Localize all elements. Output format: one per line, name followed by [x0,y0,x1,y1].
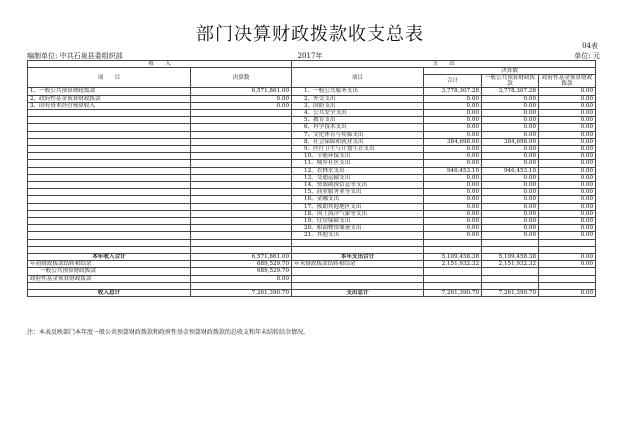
expense-total: 0.00 [424,225,482,232]
expense-item: 支出总计 [292,290,424,297]
expense-total: 3,778,307.28 [424,88,482,95]
table-row [28,167,596,174]
table-row [28,210,596,217]
expense-general: 946,453.10 [482,167,539,174]
expense-general: 0.00 [482,110,539,117]
income-value: 689,529.70 [191,268,292,275]
expense-general: 3,778,307.28 [482,88,539,95]
expense-gov-fund: 0.00 [539,261,596,268]
income-value [191,153,292,160]
expense-gov-fund: 0.00 [539,117,596,124]
expense-item: 3、国防支出 [292,102,424,109]
expense-total: 5,109,458.38 [424,254,482,261]
income-item [28,174,191,181]
expense-item: 13、交通运输支出 [292,174,424,181]
expense-gov-fund: 0.00 [539,146,596,153]
income-value: 0.00 [191,95,292,102]
gov-fund-header: 政府性基金预算财政拨款 [539,75,596,88]
table-row [28,138,596,145]
expense-total: 0.00 [424,124,482,131]
expense-general: 0.00 [482,131,539,138]
expense-total: 0.00 [424,117,482,124]
expense-gov-fund: 0.00 [539,153,596,160]
expense-item: 6、科学技术支出 [292,124,424,131]
header-row-2 [28,68,596,75]
income-value: 6,571,861.00 [191,254,292,261]
expense-item: 19、住房保障支出 [292,218,424,225]
expense-general: 7,261,390.70 [482,290,539,297]
income-value [191,218,292,225]
expense-general: 0.00 [482,210,539,217]
expense-gov-fund: 0.00 [539,124,596,131]
expense-total [424,239,482,246]
table-row [28,95,596,102]
expense-item: 7、文化体育与传媒支出 [292,131,424,138]
income-header: 收 入 [28,61,292,68]
income-item [28,203,191,210]
expense-item: 年末财政拨款结转和结余 [292,261,424,268]
income-value [191,239,292,246]
expense-item: 17、援助其他地区支出 [292,203,424,210]
expense-gov-fund: 0.00 [539,102,596,109]
income-value [191,189,292,196]
income-value [191,124,292,131]
table-row [28,218,596,225]
expense-gov-fund [539,282,596,289]
income-item [28,153,191,160]
income-item: 政府性基金预算财政拨款 [28,275,191,282]
table-row [28,203,596,210]
expense-gov-fund: 0.00 [539,290,596,297]
income-value [191,138,292,145]
income-item [28,225,191,232]
income-item: 1、一般公共预算财政拨款 [28,88,191,95]
expense-general: 0.00 [482,146,539,153]
income-value [191,196,292,203]
table-row [28,232,596,239]
expense-general: 0.00 [482,189,539,196]
table-row [28,124,596,131]
income-item [28,282,191,289]
income-value: 0.00 [191,102,292,109]
expense-total: 0.00 [424,153,482,160]
table-row [28,88,596,95]
income-value [191,160,292,167]
income-value [191,282,292,289]
expense-general [482,246,539,253]
expense-gov-fund: 0.00 [539,182,596,189]
expense-item: 15、商业服务业等支出 [292,189,424,196]
expense-gov-fund: 0.00 [539,110,596,117]
currency-unit: 单位: 元 [574,52,600,60]
expense-gov-fund [539,246,596,253]
expense-item [292,268,424,275]
income-value: 6,571,861.00 [191,88,292,95]
expense-total: 0.00 [424,189,482,196]
income-value [191,117,292,124]
income-value [191,232,292,239]
income-budget-header: 决算数 [191,68,292,88]
expense-gov-fund: 0.00 [539,138,596,145]
grand-total-row [28,290,596,297]
expense-gov-fund: 0.00 [539,232,596,239]
expense-general: 0.00 [482,196,539,203]
expense-gov-fund: 0.00 [539,254,596,261]
table-row [28,160,596,167]
table-row [28,189,596,196]
income-item-header: 项 目 [28,68,191,88]
income-value [191,246,292,253]
expense-general: 0.00 [482,232,539,239]
footnote: 注：本表反映部门本年度一般公共预算财政拨款和政府性基金预算财政拨款的总收支和年末结转结余情况。 [27,329,310,336]
table-row [28,268,596,275]
form-number: 04表 [582,42,598,50]
expense-general: 0.00 [482,182,539,189]
expense-gov-fund [539,239,596,246]
income-item [28,246,191,253]
table-row [28,117,596,124]
income-item: 本年收入合计 [28,254,191,261]
income-value [191,174,292,181]
expense-gov-fund: 0.00 [539,167,596,174]
expense-general: 0.00 [482,95,539,102]
report-year: 2017年 [297,52,323,60]
expense-item: 16、金融支出 [292,196,424,203]
table-row [28,275,596,282]
table-row [28,110,596,117]
table-row [28,174,596,181]
header-row-1 [28,61,596,68]
expense-total: 0.00 [424,102,482,109]
expense-total: 0.00 [424,218,482,225]
expense-item: 1、一般公共服务支出 [292,88,424,95]
table-row [28,102,596,109]
income-item [28,167,191,174]
table-row [28,282,596,289]
expense-general: 0.00 [482,218,539,225]
expense-gov-fund: 0.00 [539,131,596,138]
expense-project-header: 项目 [292,68,424,88]
income-value [191,182,292,189]
income-value: 689,529.70 [191,261,292,268]
income-value: 7,261,390.70 [191,290,292,297]
expense-item: 14、资源勘探信息等支出 [292,182,424,189]
expense-gov-fund: 0.00 [539,196,596,203]
expense-gov-fund: 0.00 [539,174,596,181]
general-budget-header: 一般公共预算财政拨款 [482,75,539,88]
income-item [28,117,191,124]
expense-general: 0.00 [482,174,539,181]
expense-total: 0.00 [424,160,482,167]
table-row [28,131,596,138]
expense-budget-header: 决算数 [424,68,596,75]
expense-total: 0.00 [424,146,482,153]
expense-gov-fund: 0.00 [539,160,596,167]
income-value [191,131,292,138]
table-row [28,246,596,253]
table-row [28,196,596,203]
table-row [28,239,596,246]
table-row [28,146,596,153]
expense-total: 946,453.10 [424,167,482,174]
expense-item: 12、农林水支出 [292,167,424,174]
expense-total [424,246,482,253]
expense-general [482,268,539,275]
total-header: 合计 [424,75,482,88]
expense-total: 0.00 [424,210,482,217]
expense-gov-fund [539,275,596,282]
expense-item: 20、粮油物资储备支出 [292,225,424,232]
expense-item [292,246,424,253]
income-item [28,131,191,138]
expense-gov-fund: 0.00 [539,203,596,210]
expense-total [424,282,482,289]
income-item [28,110,191,117]
income-value [191,210,292,217]
expense-gov-fund: 0.00 [539,210,596,217]
org-unit: 编制单位: 中共石泉县委组织部 [27,52,123,60]
expense-total: 0.00 [424,182,482,189]
expense-general: 5,109,458.38 [482,254,539,261]
expense-item: 本年支出合计 [292,254,424,261]
income-value [191,110,292,117]
income-value: 0.00 [191,275,292,282]
income-value [191,203,292,210]
expense-gov-fund: 0.00 [539,225,596,232]
expense-general [482,282,539,289]
expense-item: 5、教育支出 [292,117,424,124]
expense-gov-fund: 0.00 [539,218,596,225]
expense-general: 384,698.00 [482,138,539,145]
expense-gov-fund: 0.00 [539,189,596,196]
income-item: 年初财政拨款结转和结余 [28,261,191,268]
expense-general: 0.00 [482,153,539,160]
expense-general: 0.00 [482,160,539,167]
expense-item [292,239,424,246]
income-item [28,239,191,246]
income-item: 收入总计 [28,290,191,297]
income-item [28,160,191,167]
expense-item [292,282,424,289]
expense-total: 0.00 [424,232,482,239]
expense-item: 18、国土海洋气象等支出 [292,210,424,217]
income-item [28,232,191,239]
expense-total [424,275,482,282]
income-value [191,167,292,174]
expense-total: 0.00 [424,131,482,138]
income-value [191,146,292,153]
expense-total: 2,151,932.32 [424,261,482,268]
expense-item: 2、外交支出 [292,95,424,102]
year-total-row [28,254,596,261]
expense-total: 0.00 [424,203,482,210]
expense-total: 7,261,390.70 [424,290,482,297]
expense-general: 0.00 [482,102,539,109]
expense-total: 0.00 [424,174,482,181]
table-row [28,153,596,160]
expense-general: 0.00 [482,124,539,131]
expense-general: 0.00 [482,225,539,232]
expense-total: 0.00 [424,95,482,102]
expense-general: 0.00 [482,117,539,124]
expense-gov-fund [539,268,596,275]
table-row [28,225,596,232]
expense-item: 10、节能环保支出 [292,153,424,160]
income-item [28,124,191,131]
expense-item [292,275,424,282]
expense-gov-fund: 0.00 [539,88,596,95]
income-item: 一般公共预算财政拨款 [28,268,191,275]
page-title: 部门决算财政拨款收支总表 [196,24,424,45]
income-item [28,196,191,203]
expense-item: 21、其他支出 [292,232,424,239]
table-row [28,182,596,189]
income-item [28,210,191,217]
table-row [28,261,596,268]
expense-general: 0.00 [482,203,539,210]
income-value [191,225,292,232]
expense-header: 支 出 [292,61,596,68]
expense-total: 384,698.00 [424,138,482,145]
expense-total: 0.00 [424,110,482,117]
income-item [28,138,191,145]
income-item: 3、国有资本经营预算收入 [28,102,191,109]
expense-total: 0.00 [424,196,482,203]
expense-gov-fund: 0.00 [539,95,596,102]
expense-general [482,275,539,282]
income-item [28,218,191,225]
income-item: 2、政府性基金预算财政拨款 [28,95,191,102]
expense-item: 8、社会保障和就业支出 [292,138,424,145]
summary-table [27,60,596,297]
income-item [28,146,191,153]
expense-item: 11、城乡社区支出 [292,160,424,167]
income-item [28,182,191,189]
income-item [28,189,191,196]
expense-total [424,268,482,275]
expense-general [482,239,539,246]
expense-item: 4、公共安全支出 [292,110,424,117]
expense-item: 9、医疗卫生与计划生育支出 [292,146,424,153]
expense-general: 2,151,932.32 [482,261,539,268]
